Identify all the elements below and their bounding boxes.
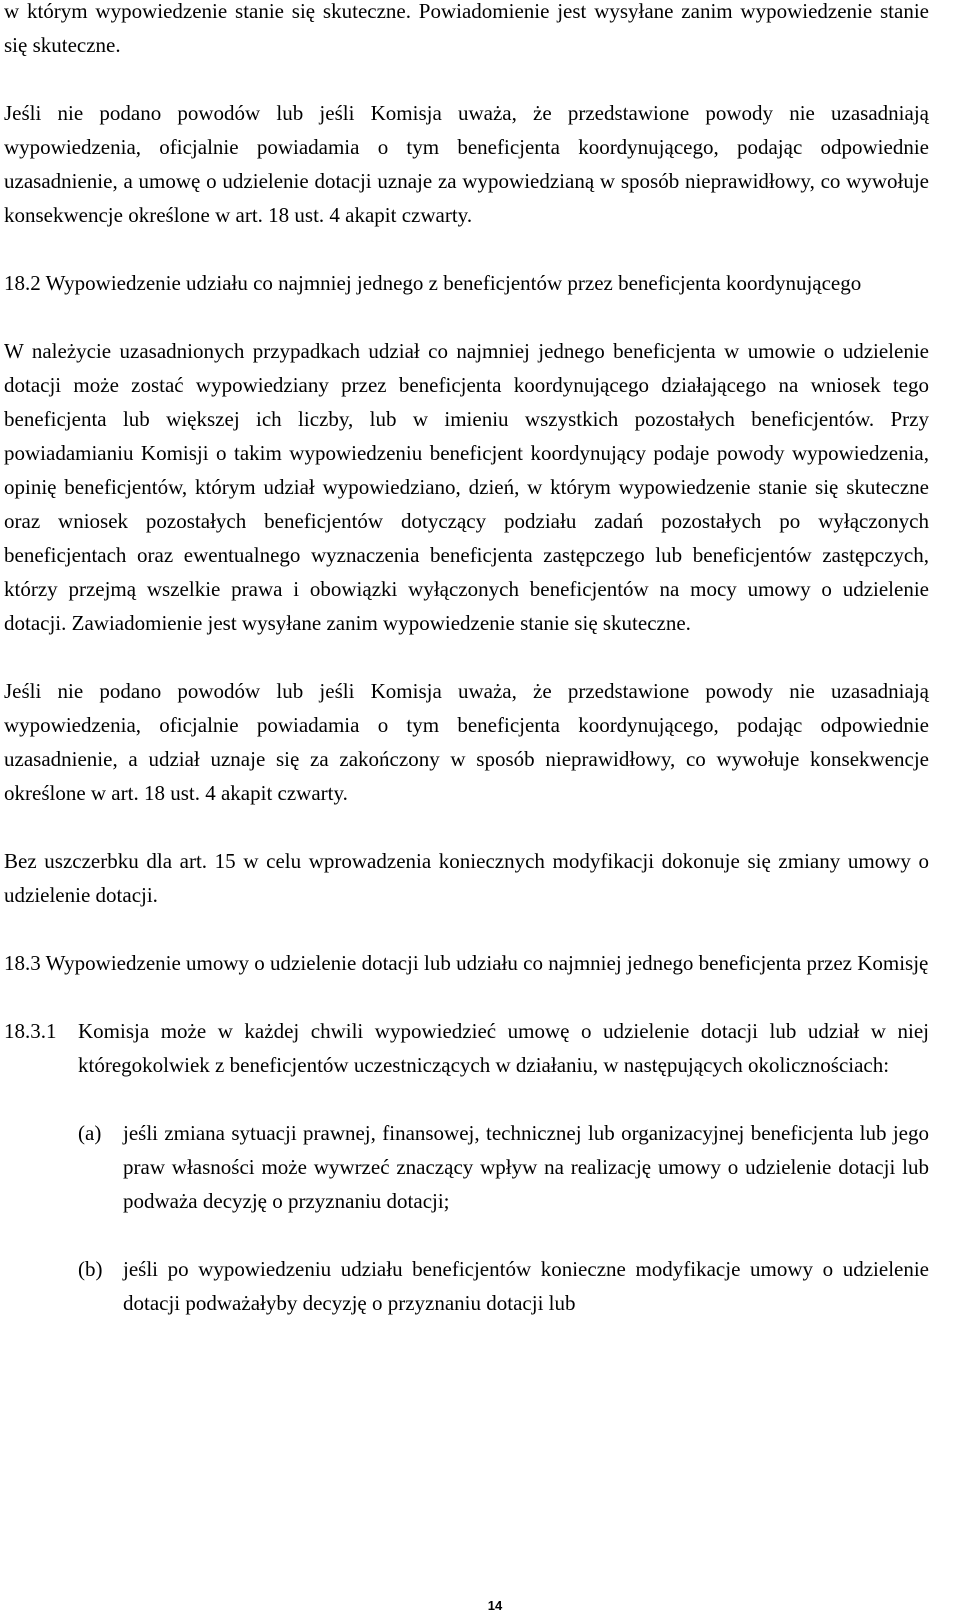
- list-item-text: jeśli po wypowiedzeniu udziału beneficjentów konieczne modyfikacje umowy o udzielenie dotacji podważałyby decyzję o przyznaniu dotacji lub: [123, 1257, 929, 1315]
- paragraph-notice-timing: w którym wypowiedzenie stanie się skuteczne. Powiadomienie jest wysyłane zanim wypowiedzenie stanie się skuteczne.: [4, 0, 929, 57]
- list-item-label: (b): [78, 1257, 103, 1281]
- subsection-18-3-1: [4, 1014, 929, 1082]
- list-item-label: (a): [78, 1121, 102, 1145]
- circumstances-list: [78, 1116, 929, 1320]
- list-item: [78, 1116, 929, 1218]
- document-page: [4, 0, 929, 1354]
- subsection-text: Komisja może w każdej chwili wypowiedzieć umowę o udzielenie dotacji lub udział w niej któregokolwiek z beneficjentów uczestniczących w działaniu, w następujących okolicznościach:: [78, 1019, 929, 1077]
- section-heading-18-3: 18.3 Wypowiedzenie umowy o udzielenie dotacji lub udziału co najmniej jednego beneficjenta przez Komisję: [4, 951, 929, 975]
- paragraph-participation-termination: W należycie uzasadnionych przypadkach udział co najmniej jednego beneficjenta w umowie o udzielenie dotacji może zostać wypowiedziany przez beneficjenta koordynującego działającego na wniosek tego beneficjenta lub większej ich liczby, lub w imieniu wszystkich pozostałych beneficjentów. Przy powiadamianiu Komisji o takim wypowiedzeniu beneficjent koordynujący podaje powody wypowiedzenia, opinię beneficjentów, którym udział wypowiedziano, dzień, w którym wypowiedzenie stanie się skuteczne oraz wniosek pozostałych beneficjentów dotyczący podziału zadań pozostałych po wyłączonych beneficjentach oraz ewentualnego wyznaczenia beneficjenta zastępczego lub beneficjentów zastępczych, którzy przejmą wszelkie prawa i obowiązki wyłączonych beneficjentów na mocy umowy o udzielenie dotacji. Zawiadomienie jest wysyłane zanim wypowiedzenie stanie się skuteczne.: [4, 339, 929, 635]
- section-heading-18-2: 18.2 Wypowiedzenie udziału co najmniej jednego z beneficjentów przez beneficjenta koordynującego: [4, 271, 862, 295]
- paragraph-unjustified-termination: Jeśli nie podano powodów lub jeśli Komisja uważa, że przedstawione powody nie uzasadniają wypowiedzenia, oficjalnie powiadamia o tym beneficjenta koordynującego, podając odpowiednie uzasadnienie, a umowę o udzielenie dotacji uznaje za wypowiedzianą w sposób nieprawidłowy, co wywołuje konsekwencje określone w art. 18 ust. 4 akapit czwarty.: [4, 101, 929, 227]
- subsection-number: 18.3.1: [4, 1019, 57, 1043]
- list-item-text: jeśli zmiana sytuacji prawnej, finansowej, technicznej lub organizacyjnej beneficjenta lub jego praw własności może wywrzeć znaczący wpływ na realizację umowy o udzielenie dotacji lub podważa decyzję o przyznaniu dotacji;: [123, 1121, 929, 1213]
- paragraph-unjustified-participation: Jeśli nie podano powodów lub jeśli Komisja uważa, że przedstawione powody nie uzasadniają wypowiedzenia, oficjalnie powiadamia o tym beneficjenta koordynującego, podając odpowiednie uzasadnienie, a udział uznaje się za zakończony w sposób nieprawidłowy, co wywołuje konsekwencje określone w art. 18 ust. 4 akapit czwarty.: [4, 679, 929, 805]
- page-number: 14: [487, 1598, 503, 1613]
- list-item: [78, 1252, 929, 1320]
- paragraph-amendment: Bez uszczerbku dla art. 15 w celu wprowadzenia koniecznych modyfikacji dokonuje się zmiany umowy o udzielenie dotacji.: [4, 849, 929, 907]
